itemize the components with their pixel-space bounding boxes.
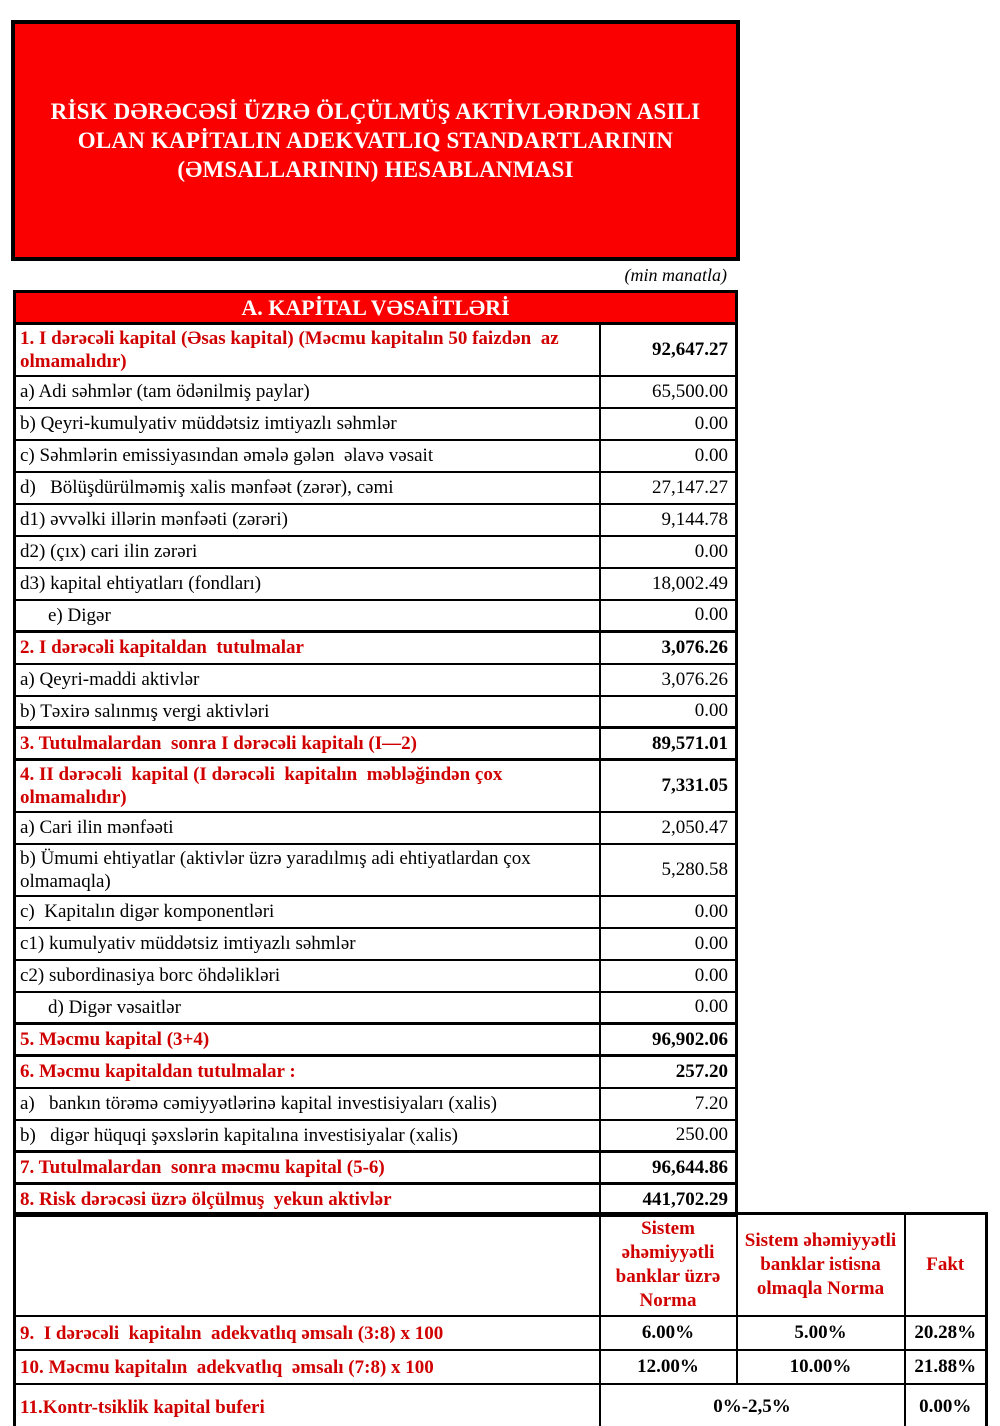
row-label: 2. I dərəcəli kapitaldan tutulmalar [15,632,600,664]
capital-table-row [15,536,737,568]
report-title-box [11,20,740,261]
capital-funds-table [13,290,738,1217]
row-value: 0.00 [600,600,737,632]
row-value: 96,644.86 [600,1152,737,1184]
row-label: a) Cari ilin mənfəəti [15,812,600,844]
capital-table-row [15,600,737,632]
section-a-header-row [15,292,737,324]
row-value: 27,147.27 [600,472,737,504]
row-label: 9. I dərəcəli kapitalın adekvatlıq əmsalı (3:8) x 100 [15,1316,600,1350]
row-value: 0.00 [600,960,737,992]
capital-table-row [15,1024,737,1056]
row-value: 65,500.00 [600,376,737,408]
row-value: 0.00 [600,696,737,728]
row-label: 7. Tutulmalardan sonra məcmu kapital (5-6) [15,1152,600,1184]
capital-table-row [15,896,737,928]
capital-table-row [15,1184,737,1216]
row-label: e) Digər [15,600,600,632]
row-label: a) Qeyri-maddi aktivlər [15,664,600,696]
capital-table-row [15,928,737,960]
row-label: a) bankın törəmə cəmiyyətlərinə kapital investisiyaları (xalis) [15,1088,600,1120]
capital-table-row [15,1088,737,1120]
column-header-norm-systemic: Sistem əhəmiyyətli banklar üzrə Norma [600,1214,737,1317]
row-label: b) Ümumi ehtiyatlar (aktivlər üzrə yaradılmış adi ehtiyatlardan çox olmamaqla) [15,844,600,896]
row-label: a) Adi səhmlər (tam ödənilmiş paylar) [15,376,600,408]
column-header-norm-other: Sistem əhəmiyyətli banklar istisna olmaqla Norma [737,1214,905,1317]
row-label: d2) (çıx) cari ilin zərəri [15,536,600,568]
row-value: 9,144.78 [600,504,737,536]
ratios-header-row [15,1214,987,1317]
adequacy-ratios-table [13,1212,988,1426]
capital-table-row [15,324,737,376]
row-label: b) Qeyri-kumulyativ müddətsiz imtiyazlı səhmlər [15,408,600,440]
report-title [51,97,701,184]
tier1-norm-other-value: 5.00% [737,1316,905,1350]
capital-table-row [15,992,737,1024]
row-label: b) digər hüquqi şəxslərin kapitalına investisiyalar (xalis) [15,1120,600,1152]
row-value: 96,902.06 [600,1024,737,1056]
report-title-line-1: RİSK DƏRƏCƏSİ ÜZRƏ ÖLÇÜLMÜŞ AKTİVLƏRDƏN ASILI [50,99,701,124]
row-value: 18,002.49 [600,568,737,600]
capital-table-row [15,632,737,664]
countercyclical-buffer-row [15,1384,987,1426]
row-label: 5. Məcmu kapital (3+4) [15,1024,600,1056]
capital-table-row [15,504,737,536]
row-value: 7,331.05 [600,760,737,812]
capital-table-row [15,1152,737,1184]
row-label: 6. Məcmu kapitaldan tutulmalar : [15,1056,600,1088]
row-label: 4. II dərəcəli kapital (I dərəcəli kapitalın məbləğindən çox olmamalıdır) [15,760,600,812]
row-value: 0.00 [600,992,737,1024]
row-label: c2) subordinasiya borc öhdəlikləri [15,960,600,992]
row-value: 3,076.26 [600,632,737,664]
row-value: 5,280.58 [600,844,737,896]
row-label: 10. Məcmu kapitalın adekvatlıq əmsalı (7:8) x 100 [15,1350,600,1384]
report-title-line-2: OLAN KAPİTALIN ADEKVATLIQ STANDARTLARININ [77,128,674,153]
tier1-adequacy-row [15,1316,987,1350]
total-norm-other-value: 10.00% [737,1350,905,1384]
capital-table-row [15,440,737,472]
capital-table-row [15,472,737,504]
row-label: 3. Tutulmalardan sonra I dərəcəli kapitalı (I—2) [15,728,600,760]
row-value: 0.00 [600,536,737,568]
row-value: 0.00 [600,896,737,928]
row-label: d) Bölüşdürülməmiş xalis mənfəət (zərər), cəmi [15,472,600,504]
row-label: 11.Kontr-tsiklik kapital buferi [15,1384,600,1426]
row-value: 89,571.01 [600,728,737,760]
row-value: 250.00 [600,1120,737,1152]
row-label: c1) kumulyativ müddətsiz imtiyazlı səhmlər [15,928,600,960]
capital-table-row [15,568,737,600]
total-norm-systemic-value: 12.00% [600,1350,737,1384]
row-value: 7.20 [600,1088,737,1120]
row-value: 0.00 [600,408,737,440]
row-value: 2,050.47 [600,812,737,844]
row-value: 441,702.29 [600,1184,737,1216]
ratios-header-blank-cell [15,1214,600,1317]
row-label: d3) kapital ehtiyatları (fondları) [15,568,600,600]
row-label: 1. I dərəcəli kapital (Əsas kapital) (Məcmu kapitalın 50 faizdən az olmamalıdır) [15,324,600,376]
capital-table-row [15,376,737,408]
report-title-line-3: (ƏMSALLARININ) HESABLANMASI [177,157,574,182]
section-a-header: A. KAPİTAL VƏSAİTLƏRİ [15,292,737,324]
capital-table-row [15,760,737,812]
row-value: 0.00 [600,440,737,472]
column-header-fakt: Fakt [905,1214,987,1317]
total-fakt-value: 21.88% [905,1350,987,1384]
capital-table-row [15,960,737,992]
capital-table-row [15,408,737,440]
row-label: d1) əvvəlki illərin mənfəəti (zərəri) [15,504,600,536]
capital-table-row [15,812,737,844]
row-label: c) Səhmlərin emissiyasından əmələ gələn əlavə vəsait [15,440,600,472]
row-value: 0.00 [600,928,737,960]
row-value: 3,076.26 [600,664,737,696]
row-label: c) Kapitalın digər komponentləri [15,896,600,928]
row-label: b) Təxirə salınmış vergi aktivləri [15,696,600,728]
capital-table-row [15,664,737,696]
capital-table-row [15,696,737,728]
capital-table-row [15,844,737,896]
tier1-fakt-value: 20.28% [905,1316,987,1350]
row-value: 257.20 [600,1056,737,1088]
total-capital-adequacy-row [15,1350,987,1384]
tier1-norm-systemic-value: 6.00% [600,1316,737,1350]
unit-note: (min manatla) [624,265,727,285]
capital-table-row [15,728,737,760]
capital-table-row [15,1056,737,1088]
buffer-fakt-value: 0.00% [905,1384,987,1426]
row-value: 92,647.27 [600,324,737,376]
row-label: d) Digər vəsaitlər [15,992,600,1024]
buffer-norm-range-value: 0%-2,5% [600,1384,905,1426]
row-label: 8. Risk dərəcəsi üzrə ölçülmuş yekun aktivlər [15,1184,600,1216]
capital-table-row [15,1120,737,1152]
